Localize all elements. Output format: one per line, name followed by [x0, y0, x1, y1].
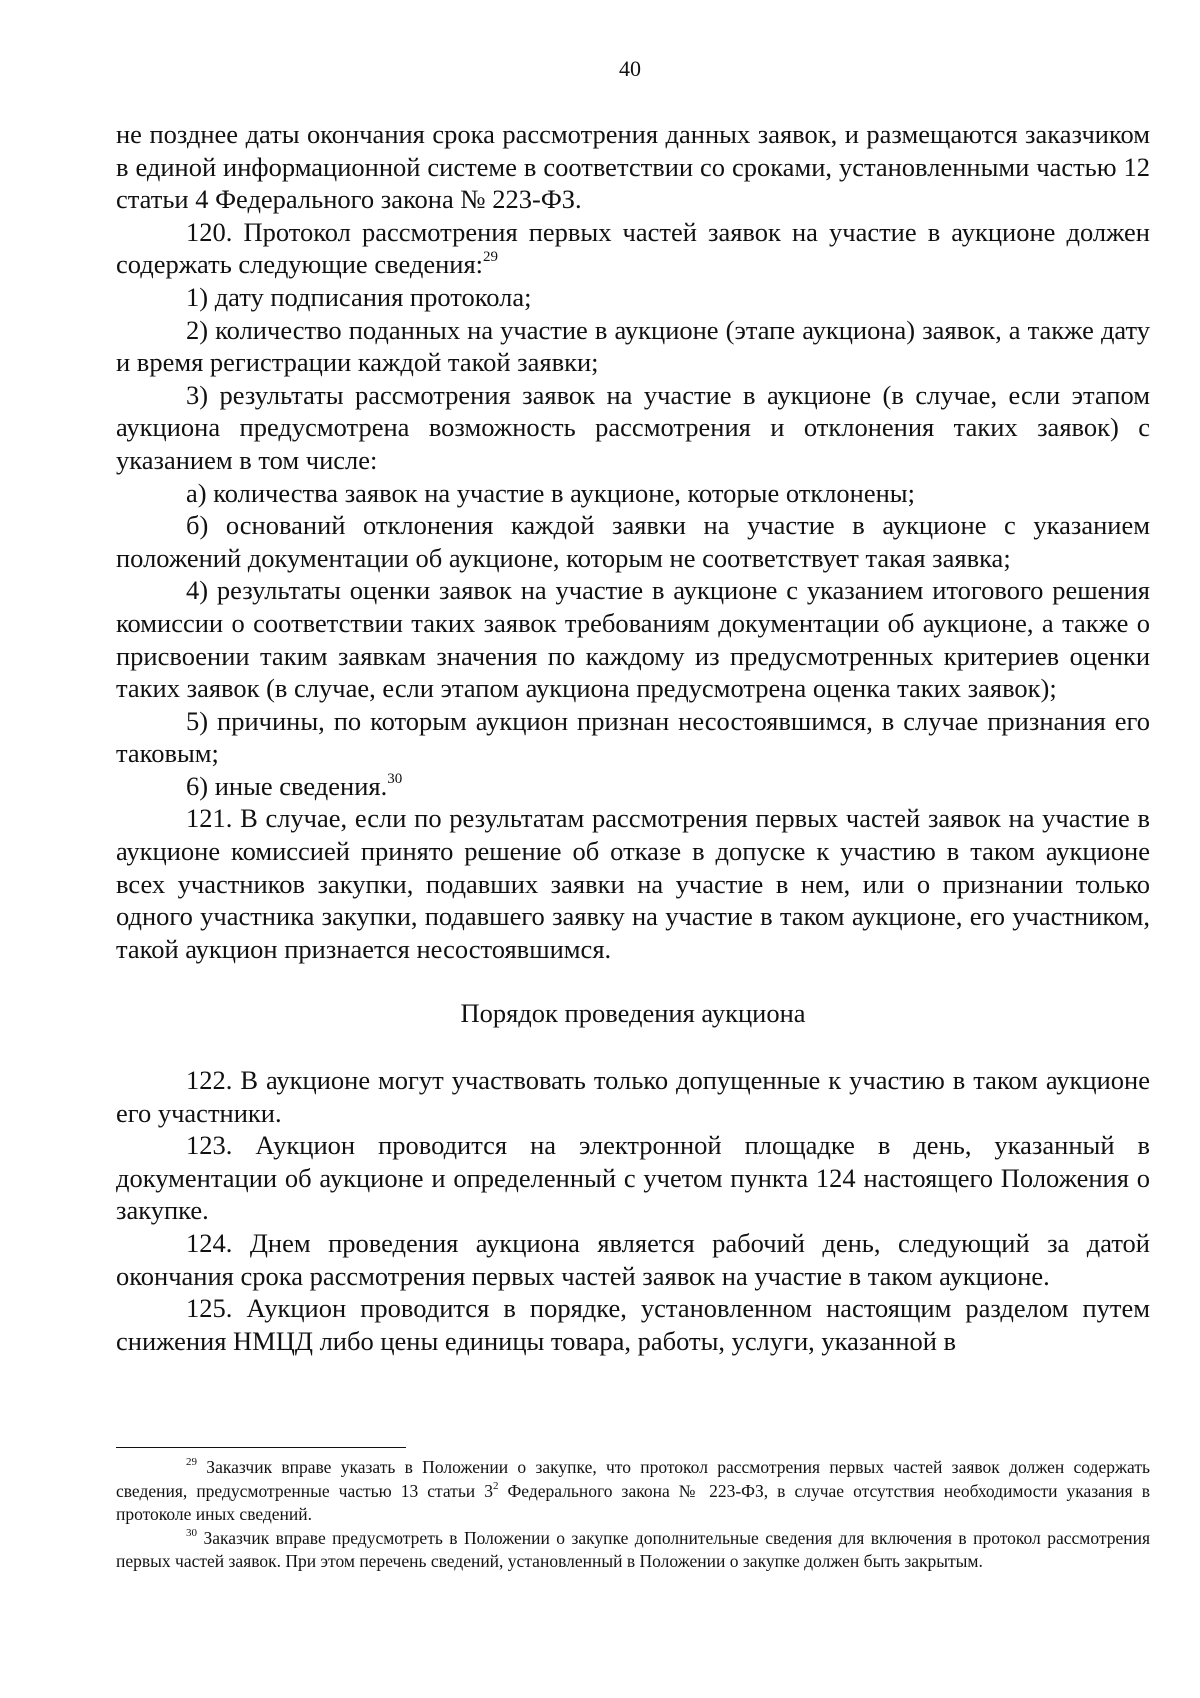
- document-body: [116, 118, 1150, 1357]
- list-item-3b: б) оснований отклонения каждой заявки на участие в аукционе с указанием положений документации об аукционе, которым не соответствует такая заявка;: [116, 510, 1150, 573]
- paragraph-121: 121. В случае, если по результатам рассмотрения первых частей заявок на участие в аукционе комиссией принято решение об отказе в допуске к участию в таком аукционе всех участников закупки, подавших заявки на участие в нем, или о признании только одного участника закупки, подавшего заявку на участие в таком аукционе, его участником, такой аукцион признается несостоявшимся.: [116, 803, 1150, 964]
- list-item-2: 2) количество поданных на участие в аукционе (этапе аукциона) заявок, а также дату и время регистрации каждой такой заявки;: [116, 314, 1150, 378]
- paragraph-continuation: не позднее даты окончания срока рассмотрения данных заявок, и размещаются заказчиком в единой информационной системе в соответствии со сроками, установленными частью 12 статьи 4 Федерального закона № 223-ФЗ.: [116, 119, 1150, 215]
- list-item-3: 3) результаты рассмотрения заявок на участие в аукционе (в случае, если этапом аукциона предусмотрена возможность рассмотрения и отклонения таких заявок) с указанием в том числе:: [116, 379, 1150, 475]
- list-item-5: 5) причины, по которым аукцион признан несостоявшимся, в случае признания его таковым;: [116, 705, 1150, 769]
- list-item-4: 4) результаты оценки заявок на участие в аукционе с указанием итогового решения комиссии о соответствии таких заявок требованиям документации об аукционе, а также о присвоении таким заявкам значения по каждому из предусмотренных критериев оценки таких заявок (в случае, если этапом аукциона предусмотрена оценка таких заявок);: [116, 575, 1150, 704]
- footnote-29-superscript: 2: [492, 1479, 499, 1492]
- footnote-separator: [116, 1447, 406, 1448]
- paragraph-124: 124. Днем проведения аукциона является рабочий день, следующий за датой окончания срока рассмотрения первых частей заявок на участие в таком аукционе.: [116, 1228, 1150, 1291]
- footnote-ref-29[interactable]: 29: [483, 249, 499, 266]
- footnote-29-text-cont: Федерального закона № 223-ФЗ, в случае отсутствия необходимости указания в протоколе иных сведений.: [116, 1480, 1151, 1524]
- footnote-29: [116, 1456, 1150, 1527]
- paragraph-120-text: 120. Протокол рассмотрения первых частей заявок на участие в аукционе должен содержать следующие сведения:: [116, 216, 1150, 280]
- footnote-30-text: Заказчик вправе предусмотреть в Положении о закупке дополнительные сведения для включения в протокол рассмотрения первых частей заявок. При этом перечень сведений, установленный в Положении о закупке должен быть закрытым.: [116, 1527, 1151, 1571]
- list-item-6-text: 6) иные сведения.: [186, 770, 388, 801]
- footnote-30-number: 30: [186, 1526, 197, 1539]
- footnote-ref-30[interactable]: 30: [387, 770, 403, 787]
- page-number: 40: [619, 56, 641, 81]
- footnote-30: [116, 1527, 1150, 1574]
- footnote-29-number: 29: [186, 1456, 197, 1468]
- footnote-29-text: Заказчик вправе указать в Положении о закупке, что протокол рассмотрения первых частей заявок должен содержать сведения, предусмотренные частью 13 статьи 3: [116, 1457, 1150, 1501]
- list-item-3a: а) количества заявок на участие в аукционе, которые отклонены;: [186, 477, 915, 508]
- list-item-1: 1) дату подписания протокола;: [186, 281, 532, 312]
- paragraph-123: 123. Аукцион проводится на электронной площадке в день, указанный в документации об аукционе и определенный с учетом пункта 124 настоящего Положения о закупке.: [116, 1130, 1150, 1226]
- paragraph-125: 125. Аукцион проводится в порядке, установленном настоящим разделом путем снижения НМЦД либо цены единицы товара, работы, услуги, указанной в: [116, 1293, 1150, 1356]
- paragraph-120: [116, 216, 1150, 281]
- section-heading: Порядок проведения аукциона: [460, 998, 806, 1029]
- paragraph-122: 122. В аукционе могут участвовать только допущенные к участию в таком аукционе его участники.: [116, 1065, 1150, 1128]
- list-item-6: [116, 770, 1150, 803]
- footnotes: [116, 1456, 1150, 1574]
